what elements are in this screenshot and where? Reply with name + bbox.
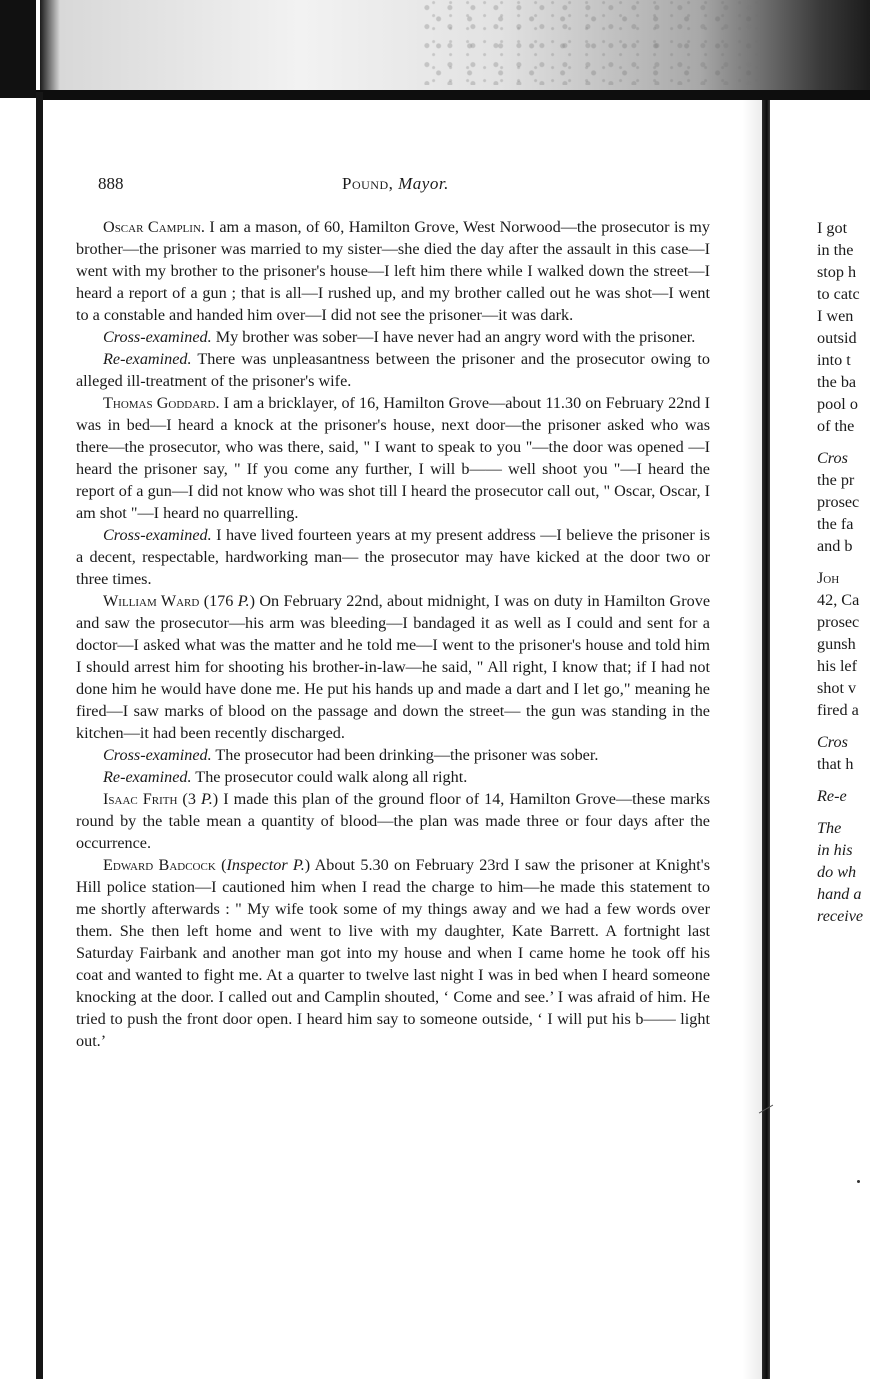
facing-page-line: to catc [817,285,860,303]
scan-speckle [420,0,760,85]
witness-name: Oscar Camplin. [103,218,205,236]
facing-page-line: shot v [817,679,857,697]
paragraph-text: I am a bricklayer, of 16, Hamilton Grove—about 11.30 on February 22nd I was in bed—I heard a knock at the prisoner's house, next door—the prisoner asked who was there—the prosecutor, who was there, said, " I want to speak to you "—the door was opened —I heard the prisoner say, " If you come any further, I will b—— well shoot you "—I heard the report of a gun—I did not know who was shot till I heard the prosecutor call out, " Oscar, Oscar, I am shot "—I heard no quarrelling. [76,394,710,522]
facing-page-line: do wh [817,863,857,881]
facing-page-line: 42, Ca [817,591,860,609]
paragraph-text: I made this plan of the ground floor of 14, Hamilton Grove—these marks round by the table mean a quantity of blood—the plan was made three or four days after the occurrence. [76,790,710,852]
witness-name: Thomas Goddard. [103,394,220,412]
witness-rank: (176 [199,592,238,610]
witness-name: William Ward [103,592,200,610]
facing-page-line: Re-e [817,787,847,805]
facing-page-line: gunsh [817,635,856,653]
facing-page-line: The [817,819,842,837]
paragraph-text: I have lived fourteen years at my present address —I believe the prisoner is a decent, respectable, hardworking man— the prosecutor may have kicked at the door two or three times. [76,526,710,588]
testimony-paragraph [76,524,710,590]
facing-page-line: stop h [817,263,857,281]
witness-rank-close: ) [212,790,219,808]
paragraph-text: The prosecutor had been drinking—the prisoner was sober. [211,746,599,764]
facing-page-line: that h [817,755,854,773]
testimony-paragraph [76,854,710,1052]
running-head-name: Pound, [342,174,394,193]
witness-name: Isaac Frith [103,790,178,808]
testimony-paragraph [76,744,710,766]
facing-page-line: pool o [817,395,858,413]
testimony-paragraph [76,766,710,788]
paragraph-text: My brother was sober—I have never had an angry word with the prisoner. [211,328,696,346]
facing-page-line: of the [817,417,855,435]
examination-label: Re-examined. [103,768,192,786]
facing-page-line: prosec [817,493,860,511]
left-page [76,168,710,1050]
facing-page-line: the ba [817,373,857,391]
witness-name: Edward Badcock [103,856,216,874]
scan-corner [0,0,36,98]
facing-page-line: Cros [817,733,848,751]
facing-page-line: in the [817,241,854,259]
testimony-paragraph [76,326,710,348]
paragraph-text: About 5.30 on February 23rd I saw the prisoner at Knight's Hill police station—I cautioned him when I read the charge to him—he made this statement to me shortly afterwards : " My wife took some of my things away and we had a few words over them. She then left home and went to live with my daughter, Kate Barrett. A fortnight last Saturday Fairbank and another man got into my house and when I came home he took off his coat and wanted to fight me. At a quarter to twelve last night I was in bed when I heard someone knocking at the door. I called out and Camplin shouted, ‘ Come and see.’ I was afraid of him. He tried to push the front door open. I heard him say to someone outside, ‘ I will put his b—— light out.’ [76,856,710,1050]
facing-page-line [817,807,870,817]
page-edge-top [36,90,870,100]
paragraph-text: I am a mason, of 60, Hamilton Grove, West Norwood—the prosecutor is my brother—the prisoner was married to my sister—she died the day after the assault in this case—I went with my brother to the prisoner's house—I left him there while I walked down the street—I heard a report of a gun ; that is all—I rushed up, and my brother called out he was shot—I went to a constable and handed him over—I did not see the prisoner—it was dark. [76,218,710,324]
facing-page-line [817,437,870,447]
examination-label: Re-examined. [103,350,192,368]
facing-page-line [817,557,870,567]
witness-rank-close: ) [304,856,311,874]
testimony-paragraph [76,392,710,524]
facing-page-line: I wen [817,307,854,325]
running-head [342,174,449,194]
testimony-paragraph [76,590,710,744]
paragraph-text: The prosecutor could walk along all right. [191,768,468,786]
facing-page-line: the fa [817,515,854,533]
witness-rank: ( [215,856,227,874]
facing-page-line: I got [817,219,848,237]
facing-page-line: Cros [817,449,848,467]
left-margin [0,0,40,1379]
page-edge-left [36,92,43,1379]
facing-page-line [817,775,870,785]
witness-rank-division: Inspector P. [226,856,305,874]
facing-page-line: the pr [817,471,855,489]
facing-page-line: and b [817,537,853,555]
gutter-shadow [742,100,762,1379]
witness-rank-division: P. [237,592,250,610]
facing-page-fragment [817,217,870,927]
facing-page-line: receive [817,907,864,925]
examination-label: Cross-examined. [103,746,212,764]
page-header [76,168,710,208]
facing-page-line: in his [817,841,853,859]
facing-page-line [817,721,870,731]
witness-rank-close: ) [249,592,255,610]
examination-label: Cross-examined. [103,526,212,544]
page-body [76,216,710,1052]
examination-label: Cross-examined. [103,328,212,346]
testimony-paragraph [76,216,710,326]
facing-page-line: his lef [817,657,858,675]
facing-page-line: prosec [817,613,860,631]
witness-rank-division: P. [200,790,213,808]
paragraph-text: On February 22nd, about midnight, I was on duty in Hamilton Grove and saw the prosecutor—his arm was bleeding—I bandaged it as well as I could and sent for a doctor—I asked what was the matter and he told me—I went to the prisoner's house and told him I should arrest him for shooting his brother-in-law—he said, " All right, I know that; if I had not done him he would have done me. He put his hands up and made a dart and I let go," meaning he fired—I saw marks of blood on the passage and down the street— the gun was standing in the kitchen—it had been recently discharged. [76,592,710,742]
witness-rank: (3 [177,790,201,808]
testimony-paragraph [76,348,710,392]
paragraph-text: There was unpleasantness between the prisoner and the prosecutor owing to alleged ill-treatment of the prisoner's wife. [76,350,710,390]
facing-page-line: outsid [817,329,857,347]
facing-page-line: fired a [817,701,859,719]
facing-page-line: Joh [817,569,840,587]
book-gutter [762,100,770,1379]
testimony-paragraph [76,788,710,854]
ink-dot [857,1180,860,1183]
facing-page-line: hand a [817,885,862,903]
running-head-title: Mayor. [398,174,449,193]
page-number: 888 [98,174,124,193]
facing-page-line: into t [817,351,851,369]
